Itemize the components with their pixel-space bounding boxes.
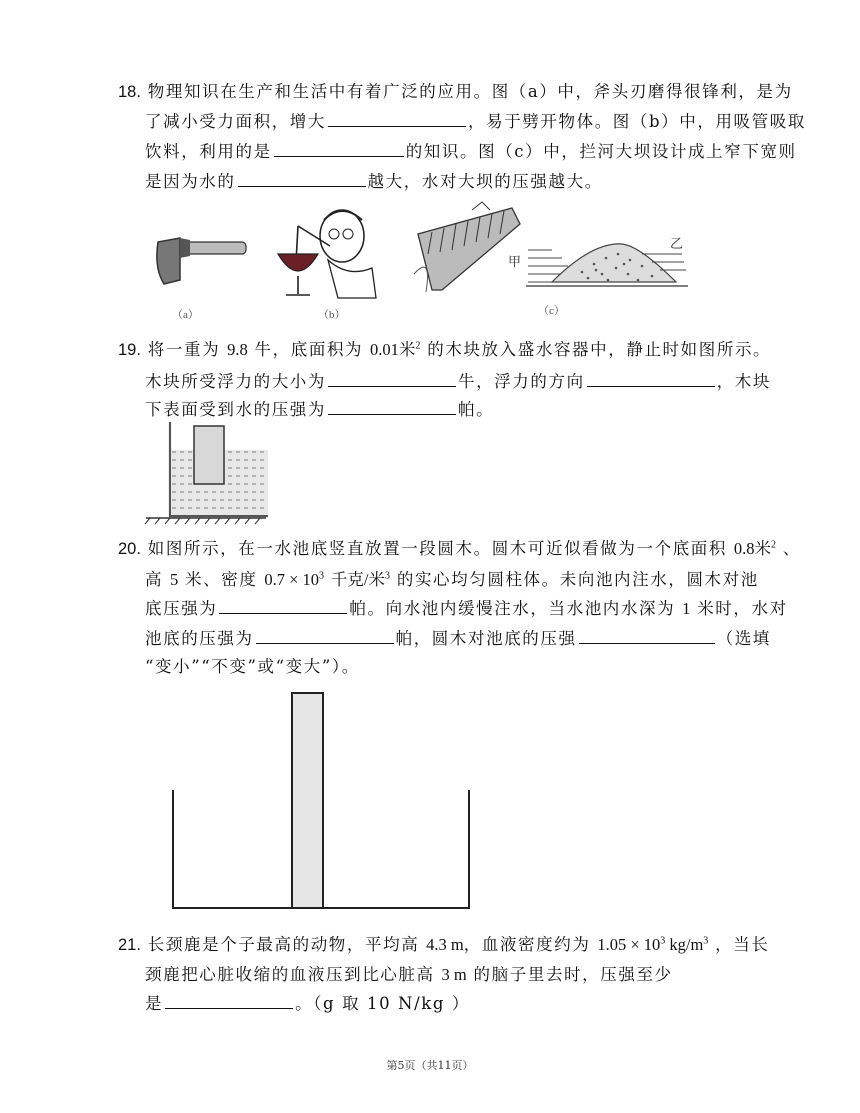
- q20-number: 20.: [118, 540, 141, 558]
- q20-line-1: 20. 如图所示，在一水池底竖直放置一段圆木。圆木可近似看做为一个底面积 0.8米$^2$ 、: [118, 539, 801, 558]
- pool-figure: [140, 684, 480, 916]
- wood-block-figure: [142, 420, 268, 526]
- q19-number: 19.: [118, 341, 141, 359]
- q18-number: 18.: [118, 83, 141, 101]
- caption-c: （c）: [538, 305, 565, 317]
- answer-blank[interactable]: [238, 172, 366, 187]
- answer-blank[interactable]: [165, 994, 293, 1009]
- q20-line-2: 高 5 米、密度 $0.7 \times 10^3$ 千克/米$^3$ 的实心均匀圆柱体。未向池内注水，圆木对池: [145, 570, 759, 589]
- page-footer: 第5页（共11页）: [386, 1059, 474, 1072]
- q20-line-3: 底压强为 帕。向水池内缓慢注水，当水池内水深为 1 米时，水对: [145, 599, 788, 618]
- caption-a: （a）: [172, 309, 199, 321]
- q20-line-4: 池底的压强为 帕，圆木对池底的压强 （选填: [145, 629, 771, 648]
- q21-line-2: 颈鹿把心脏收缩的血液压到比心脏高 3 m 的脑子里去时，压强至少: [145, 965, 673, 984]
- q21-number: 21.: [118, 936, 141, 954]
- answer-blank[interactable]: [328, 400, 456, 415]
- q18-line-2: 了减小受力面积，增大 ，易于劈开物体。图（b）中，用吸管吸取: [145, 112, 806, 131]
- q21-line-1: 21. 长颈鹿是个子最高的动物，平均高 4.3 m，血液密度约为 $1.05 \times 10^3$ $kg/m^3$ ，当长: [118, 935, 770, 954]
- q18-line-3: 饮料，利用的是 的知识。图（c）中，拦河大坝设计成上窄下宽则: [145, 142, 797, 161]
- label-jia: 甲: [508, 254, 522, 269]
- axe-figure: [150, 228, 250, 298]
- straw-figure: [268, 198, 380, 302]
- q19-line-1: 19. 将一重为 9.8 牛，底面积为 0.01米$^2$ 的木块放入盛水容器中，静止时如图所示。: [118, 340, 772, 359]
- q21-line-3: 是 。（g 取 10 N/kg ）: [145, 994, 470, 1013]
- q19-line-3: 下表面受到水的压强为 帕。: [145, 400, 495, 419]
- answer-blank[interactable]: [274, 142, 404, 157]
- answer-blank[interactable]: [219, 599, 347, 614]
- answer-blank[interactable]: [328, 112, 466, 127]
- q19-line-2: 木块所受浮力的大小为 牛，浮力的方向 ，木块: [145, 372, 772, 391]
- answer-blank[interactable]: [579, 629, 715, 644]
- q18-line-4: 是因为水的 越大，水对大坝的压强越大。: [145, 172, 603, 191]
- q20-line-5: “变小”“不变”或“变大”）。: [145, 657, 360, 676]
- answer-blank[interactable]: [328, 372, 456, 387]
- answer-blank[interactable]: [256, 629, 394, 644]
- dam-figure: [412, 194, 690, 300]
- q18-line-1: 18. 物理知识在生产和生活中有着广泛的应用。图（a）中，斧头刃磨得很锋利，是为: [118, 82, 793, 101]
- answer-blank[interactable]: [587, 372, 715, 387]
- caption-b: （b）: [318, 309, 346, 321]
- label-yi: 乙: [670, 236, 684, 251]
